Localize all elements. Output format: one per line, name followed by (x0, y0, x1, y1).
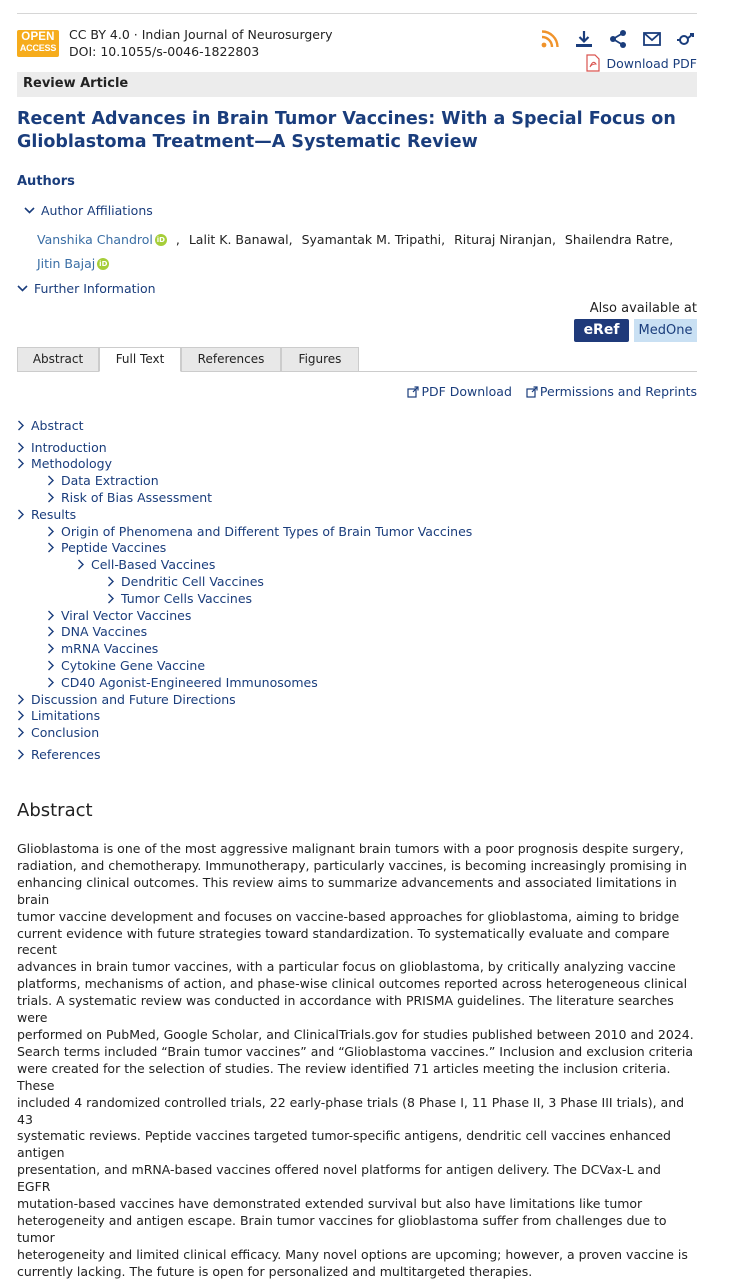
toc-item-label: Dendritic Cell Vaccines (121, 574, 264, 589)
mail-icon[interactable] (641, 28, 663, 50)
eref-button[interactable]: eRef (574, 319, 629, 342)
toc-item-label: References (31, 747, 101, 762)
author-separator: , (175, 232, 180, 247)
article-type-banner: Review Article (17, 72, 697, 97)
author-name[interactable] (37, 228, 167, 252)
toc-item[interactable] (107, 574, 264, 589)
toc-item-label: Methodology (31, 456, 112, 471)
toc-item-label: Viral Vector Vaccines (61, 608, 192, 623)
chevron-right-icon (107, 576, 115, 587)
toc-item[interactable] (17, 692, 236, 707)
tab-figures[interactable]: Figures (281, 347, 359, 372)
toc-item[interactable] (47, 641, 158, 656)
chevron-right-icon (47, 526, 55, 537)
chevron-right-icon (77, 559, 85, 570)
chevron-down-icon (17, 283, 28, 294)
orcid-icon[interactable]: iD (99, 260, 108, 268)
toc-item-label: Abstract (31, 418, 84, 433)
abstract-line: heterogeneity and antigen escape. Brain tumor vaccines for glioblastoma suffer from challenges due to tumor (17, 1212, 667, 1245)
author-name-text: Lalit K. Banawal (188, 232, 289, 247)
chevron-right-icon (47, 677, 55, 688)
article-header (17, 24, 697, 72)
toc-item-label: Peptide Vaccines (61, 540, 167, 555)
author-name[interactable]: Syamantak M. Tripathi, (301, 232, 446, 247)
chevron-right-icon (47, 660, 55, 671)
chevron-right-icon (47, 610, 55, 621)
chevron-right-icon (47, 643, 55, 654)
toc-item-label: Tumor Cells Vaccines (121, 591, 253, 606)
authors-heading: Authors (17, 174, 75, 189)
doi[interactable]: DOI: 10.1055/s-0046-1822803 (69, 44, 260, 59)
toc-item[interactable] (47, 490, 212, 505)
author-name-text: Rituraj Niranjan (454, 232, 552, 247)
abstract-line: Glioblastoma is one of the most aggressive malignant brain tumors with a poor prognosis despite surgery, (17, 841, 684, 856)
share-icon[interactable] (607, 28, 629, 50)
tab-full-text[interactable]: Full Text (99, 347, 181, 372)
toc-item-label: DNA Vaccines (61, 624, 148, 639)
abstract-line: trials. A systematic review was conducted in accordance with PRISMA guidelines. The literature searches were (17, 993, 674, 1026)
toc-item-label: Origin of Phenomena and Different Types of Brain Tumor Vaccines (61, 524, 473, 539)
chevron-right-icon (17, 458, 25, 469)
author-affiliations-toggle[interactable] (24, 203, 153, 218)
external-link-icon (526, 386, 538, 398)
pdf-download-label: PDF Download (421, 384, 512, 399)
abstract-heading: Abstract (17, 800, 93, 821)
toc-item-label: Cytokine Gene Vaccine (61, 658, 206, 673)
toc-item[interactable] (77, 557, 215, 572)
toc-item-label: Limitations (31, 708, 101, 723)
rss-icon[interactable] (539, 28, 561, 50)
top-divider (17, 13, 697, 14)
permissions-label: Permissions and Reprints (539, 384, 697, 399)
chevron-right-icon (47, 492, 55, 503)
toc-item[interactable] (47, 675, 318, 690)
pdf-download-link[interactable] (407, 384, 511, 399)
article-actions (539, 28, 697, 50)
author-list (37, 228, 697, 276)
toc-item[interactable] (17, 747, 100, 762)
toc-item[interactable] (47, 658, 205, 673)
author-name[interactable]: Rituraj Niranjan, (454, 232, 556, 247)
orcid-icon[interactable]: iD (156, 236, 165, 244)
author-affiliations-label: Author Affiliations (41, 203, 153, 218)
article-links (407, 384, 697, 399)
abstract-line: systematic reviews. Peptide vaccines targeted tumor-specific antigens, dendritic cell vaccines enhanced antigen (17, 1128, 671, 1161)
toc-item[interactable] (17, 440, 107, 455)
abstract-line: radiation, and chemotherapy. Immunotherapy, particularly vaccines, is becoming increasingly promising in (17, 857, 687, 873)
further-information-label: Further Information (34, 281, 156, 296)
toc-item[interactable] (47, 608, 191, 623)
chevron-right-icon (17, 727, 25, 738)
author-name[interactable]: Lalit K. Banawal, (188, 232, 293, 247)
medone-button[interactable]: MedOne (634, 319, 697, 342)
toc-item[interactable] (47, 524, 472, 539)
tab-abstract[interactable]: Abstract (17, 347, 99, 372)
abstract-line: presentation, and mRNA-based vaccines offered novel platforms for antigen delivery. The DCVax-L and EGFR (17, 1162, 661, 1195)
download-pdf-label: Download PDF (606, 55, 697, 71)
chevron-right-icon (47, 626, 55, 637)
toc-item-label: Discussion and Future Directions (31, 692, 236, 707)
toc-item[interactable] (47, 624, 147, 639)
toc-item[interactable] (107, 591, 252, 606)
download-pdf-link[interactable] (585, 54, 697, 72)
author-name[interactable]: Shailendra Ratre, (564, 232, 674, 247)
toc-item[interactable] (17, 456, 112, 471)
toc-item-label: Introduction (31, 440, 107, 455)
permissions-link[interactable] (526, 384, 697, 399)
tab-references[interactable]: References (181, 347, 281, 372)
toc-item[interactable] (47, 473, 159, 488)
oa-logo-line2: ACCESS (19, 43, 57, 53)
abstract-line: Search terms included “Brain tumor vaccines” and “Glioblastoma vaccines.” Inclusion and exclusion criteria (17, 1043, 693, 1059)
toc-item[interactable] (17, 725, 99, 740)
toc-item[interactable] (17, 708, 100, 723)
abstract-text (17, 841, 697, 1281)
license-journal: CC BY 4.0 · Indian Journal of Neurosurgery (69, 27, 333, 42)
chevron-right-icon (17, 442, 25, 453)
chevron-right-icon (17, 509, 25, 520)
article-title: Recent Advances in Brain Tumor Vaccines: With a Special Focus on Glioblastoma Treatment—A Systematic Review (17, 109, 676, 152)
toc-item-label: Cell-Based Vaccines (91, 557, 216, 572)
abstract-line: current evidence with future strategies toward standardization. To systematically evaluate and compare recent (17, 925, 670, 958)
content-tabs (17, 347, 697, 372)
chevron-right-icon (47, 542, 55, 553)
abstract-line: were created for the selection of studies. The review identified 71 articles meeting the inclusion criteria. These (17, 1060, 671, 1093)
toc-item[interactable] (17, 507, 76, 522)
abstract-line: included 4 randomized controlled trials, 22 early-phase trials (8 Phase I, 11 Phase II, 3 Phase III trials), and 43 (17, 1094, 685, 1127)
abstract-line: mutation-based vaccines have demonstrated extended survival but also have limitations like tumor (17, 1196, 643, 1212)
toc-item-label: Data Extraction (61, 473, 159, 488)
chevron-down-icon (24, 205, 35, 216)
abstract-line: advances in brain tumor vaccines, with a particular focus on glioblastoma, by critically analyzing vaccine (17, 959, 676, 975)
author-name-text: Vanshika Chandrol (37, 232, 153, 247)
toc-item-label: CD40 Agonist-Engineered Immunosomes (61, 675, 318, 690)
abstract-line: tumor vaccine development and focuses on vaccine-based approaches for glioblastoma, aiming to bridge (17, 908, 680, 924)
abstract-line: platforms, mechanisms of action, and phase-wise clinical outcomes reported across heterogeneous clinical (17, 976, 688, 992)
chevron-right-icon (17, 710, 25, 721)
cite-icon[interactable] (675, 28, 697, 50)
author-name[interactable] (37, 252, 109, 276)
pdf-file-icon (585, 54, 601, 72)
author-name-text: Shailendra Ratre (564, 232, 670, 247)
chevron-right-icon (17, 694, 25, 705)
author-name-text: Syamantak M. Tripathi (301, 232, 442, 247)
chevron-right-icon (17, 749, 25, 760)
abstract-line: currently lacking. The future is open for personalized and multitargeted therapies. (17, 1263, 533, 1279)
also-available-label: Also available at (589, 301, 697, 316)
abstract-line: performed on PubMed, Google Scholar, and ClinicalTrials.gov for studies published between 2010 and 2024. (17, 1026, 694, 1042)
abstract-line: enhancing clinical outcomes. This review aims to summarize advancements and associated limitations in brain (17, 874, 677, 907)
toc-item-label: mRNA Vaccines (61, 641, 159, 656)
toc-item-label: Results (31, 507, 77, 522)
toc-item[interactable] (17, 418, 83, 433)
toc-item[interactable] (47, 540, 166, 555)
oa-logo-line1: OPEN (21, 31, 55, 43)
chevron-right-icon (47, 475, 55, 486)
author-name-text: Jitin Bajaj (37, 256, 96, 271)
download-icon[interactable] (573, 28, 595, 50)
chevron-right-icon (17, 420, 25, 431)
abstract-line: heterogeneity and limited clinical efficacy. Many novel options are upcoming; however, a proven vaccine is (17, 1246, 688, 1262)
open-access-logo (17, 30, 59, 57)
chevron-right-icon (107, 593, 115, 604)
toc-item-label: Risk of Bias Assessment (61, 490, 213, 505)
toc-item-label: Conclusion (31, 725, 100, 740)
article-meta (69, 26, 333, 60)
external-link-icon (407, 386, 419, 398)
further-information-toggle[interactable] (17, 281, 156, 296)
